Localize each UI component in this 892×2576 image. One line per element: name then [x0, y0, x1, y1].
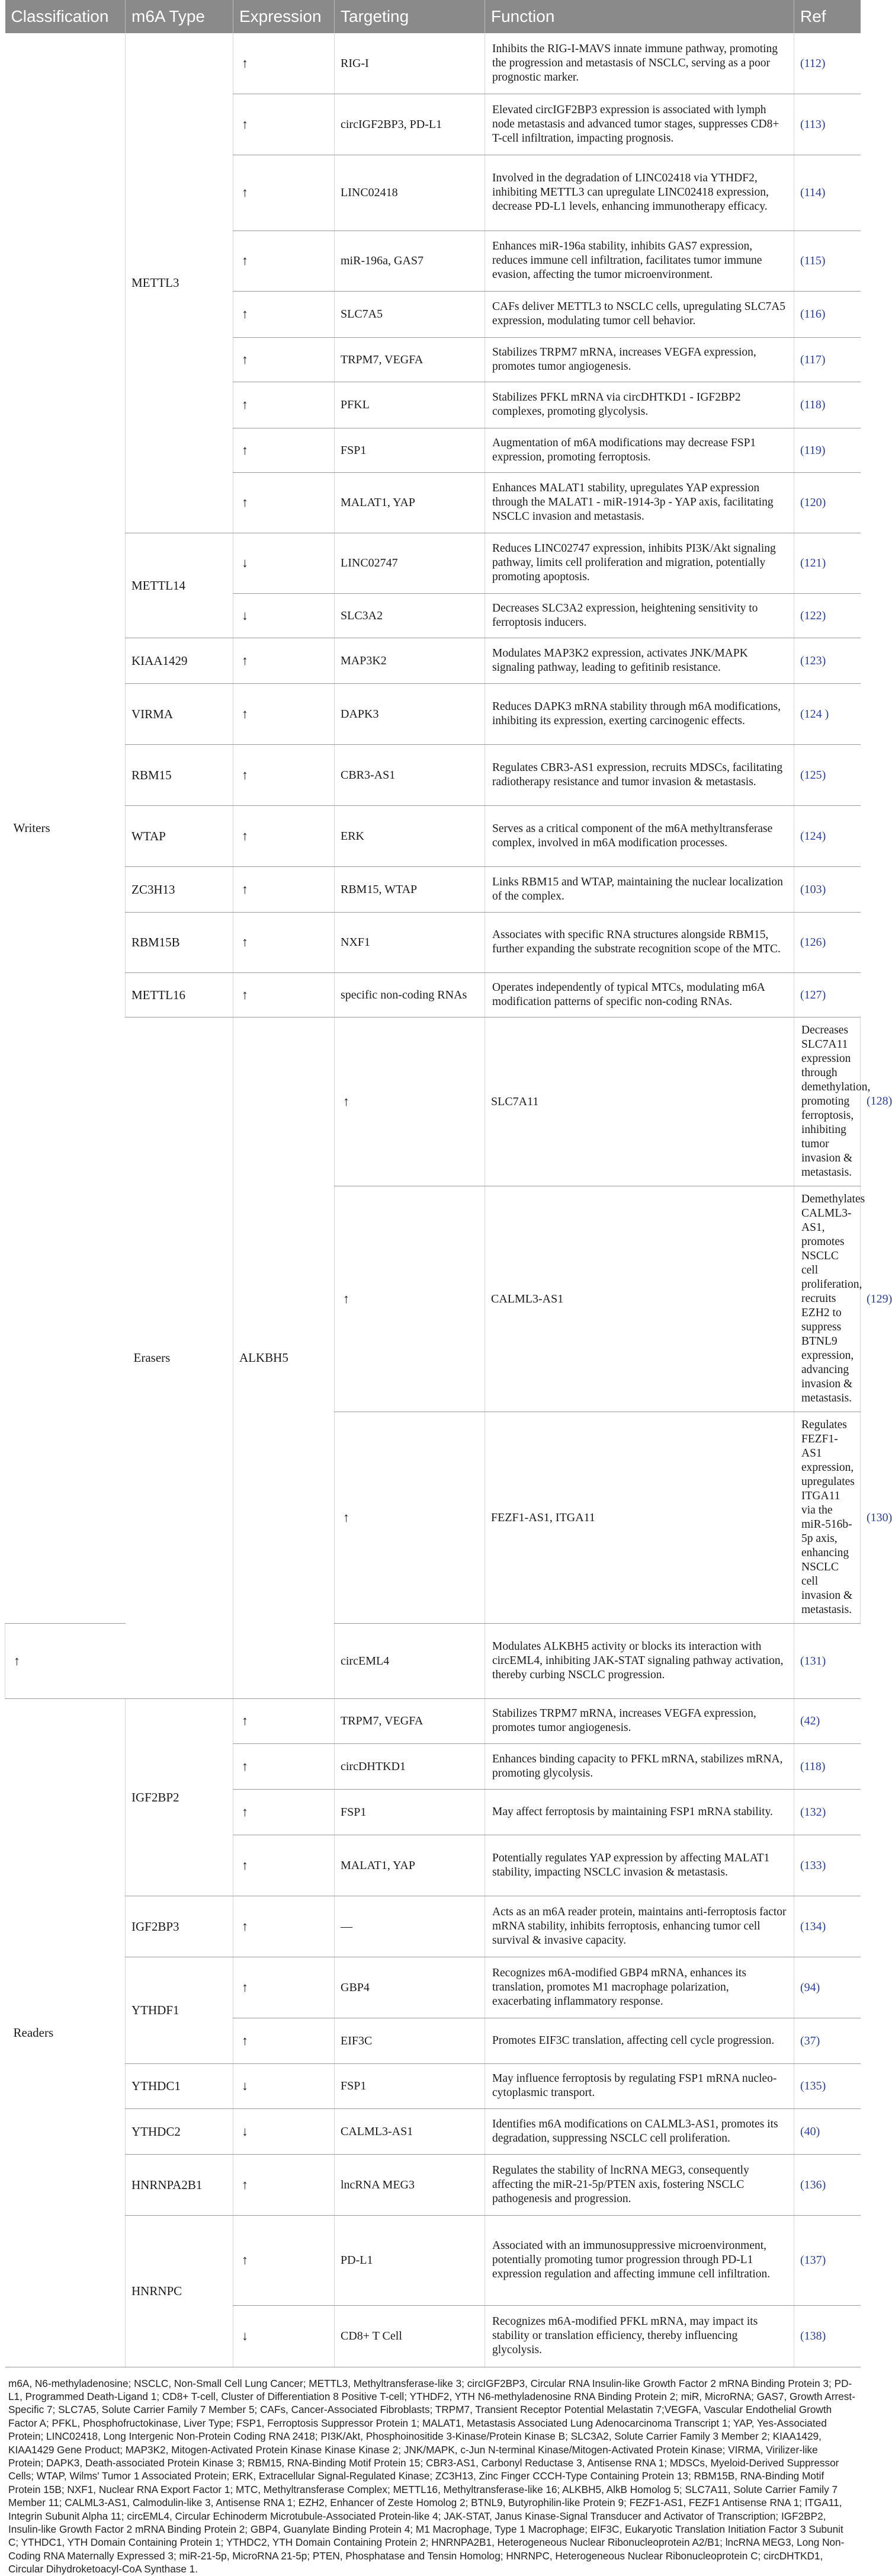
ref-cell: (137) — [794, 2215, 861, 2305]
expression-cell: ↑ — [233, 805, 335, 866]
header-function: Function — [485, 0, 794, 33]
table-row — [5, 33, 861, 94]
ref-cell: (119) — [794, 428, 861, 472]
table-row — [5, 2063, 861, 2108]
targeting-cell: MALAT1, YAP — [335, 472, 485, 533]
m6a-type-cell: KIAA1429 — [126, 638, 233, 683]
targeting-cell: RBM15, WTAP — [335, 866, 485, 912]
classification-cell: Writers — [5, 33, 126, 1623]
m6a-type-cell: RBM15 — [126, 744, 233, 805]
targeting-cell: SLC7A11 — [485, 1017, 794, 1186]
function-cell: Reduces DAPK3 mRNA stability through m6A modifications, inhibiting its expression, exerting carcinogenic effects. — [485, 683, 794, 744]
function-cell: Potentially regulates YAP expression by affecting MALAT1 stability, impacting NSCLC invasion & metastasis. — [485, 1835, 794, 1896]
expression-cell: ↓ — [233, 2305, 335, 2367]
targeting-cell: DAPK3 — [335, 683, 485, 744]
table-row — [5, 972, 861, 1017]
expression-cell: ↑ — [233, 472, 335, 533]
ref-cell: (103) — [794, 866, 861, 912]
targeting-cell: SLC3A2 — [335, 593, 485, 638]
targeting-cell: FSP1 — [335, 1789, 485, 1835]
table-row — [5, 912, 861, 972]
m6a-type-cell: RBM15B — [126, 912, 233, 972]
m6a-type-cell: ALKBH5 — [233, 1017, 335, 1698]
m6a-type-cell: METTL16 — [126, 972, 233, 1017]
classification-cell: Readers — [5, 1698, 126, 2367]
m6a-type-cell: IGF2BP3 — [126, 1896, 233, 1957]
targeting-cell: NXF1 — [335, 912, 485, 972]
expression-cell: ↑ — [233, 382, 335, 428]
expression-cell: ↑ — [233, 155, 335, 231]
ref-cell: (134) — [794, 1896, 861, 1957]
expression-cell: ↑ — [335, 1186, 485, 1412]
function-cell: Decreases SLC7A11 expression through demethylation, promoting ferroptosis, inhibiting tumor invasion & metastasis. — [794, 1017, 861, 1186]
ref-cell: (116) — [794, 291, 861, 337]
function-cell: Enhances binding capacity to PFKL mRNA, stabilizes mRNA, promoting glycolysis. — [485, 1743, 794, 1789]
table-body — [5, 33, 892, 2367]
expression-cell: ↑ — [233, 231, 335, 291]
m6a-type-cell: YTHDC1 — [126, 2063, 233, 2108]
function-cell: Identifies m6A modifications on CALML3-AS1, promotes its degradation, suppressing NSCLC cell proliferation. — [485, 2108, 794, 2154]
targeting-cell: CBR3-AS1 — [335, 744, 485, 805]
function-cell: CAFs deliver METTL3 to NSCLC cells, upregulating SLC7A5 expression, modulating tumor cell behavior. — [485, 291, 794, 337]
expression-cell: ↑ — [233, 866, 335, 912]
m6a-type-cell: HNRNPC — [126, 2215, 233, 2367]
table-row: ↑ FEZF1-AS1, ITGA11 Regulates FEZF1-AS1 expression, upregulates ITGA11 via the miR-516b-5p axis, enhancing NSCLC cell invasion & metastasis. (130) — [5, 1412, 861, 1623]
table-row — [5, 2154, 861, 2215]
ref-cell: (124) — [794, 805, 861, 866]
function-cell: Stabilizes TRPM7 mRNA, increases VEGFA expression, promotes tumor angiogenesis. — [485, 1698, 794, 1743]
function-cell: Enhances MALAT1 stability, upregulates YAP expression through the MALAT1 - miR-1914-3p - YAP axis, facilitating NSCLC invasion and metastasis. — [485, 472, 794, 533]
table-row: ↑ CALML3-AS1 Demethylates CALML3-AS1, promotes NSCLC cell proliferation, recruits EZH2 to suppress BTNL9 expression, advancing invasion & metastasis. (129) — [5, 1186, 861, 1412]
function-cell: Promotes EIF3C translation, affecting cell cycle progression. — [485, 2018, 794, 2063]
table-row — [5, 533, 861, 593]
ref-cell: (115) — [794, 231, 861, 291]
table-footnote: m6A, N6-methyladenosine; NSCLC, Non-Small Cell Lung Cancer; METTL3, Methyltransferase-like 3; circIGF2BP3, Circular RNA Insulin-like Growth Factor 2 mRNA Binding Protein 3; PD-L1, Programmed Death-Ligand 1; CD8+ T-cell, Cluster of Differentiation 8 Positive T-cell; YTHDF2, YTH N6-methyladenosine RNA Binding Protein 2; miR, MicroRNA; GAS7, Growth Arrest-Specific 7; SLC7A5, Solute Carrier Family 7 Member 5; CAFs, Cancer-Associated Fibroblasts; TRPM7, Transient Receptor Potential Melastatin 7;VEGFA, Vascular Endothelial Growth Factor A; PFKL, Phosphofructokinase, Liver Type; FSP1, Ferroptosis Suppressor Protein 1; MALAT1, Metastasis Associated Lung Adenocarcinoma Transcript 1; YAP, Yes-Associated Protein; LINC02418, Long Intergenic Non-Protein Coding RNA 2418; PI3K/Akt, Phosphoinositide 3-Kinase/Protein Kinase B; SLC3A2, Solute Carrier Family 3 Member 2; KIAA1429, KIAA1429 Gene Product; MAP3K2, Mitogen-Activated Protein Kinase Kinase Kinase 2; JNK/MAPK, c-Jun N-terminal Kinase/Mitogen-Activated Protein Kinase; VIRMA, Virilizer-like Protein; DAPK3, Death-associated Protein Kinase 3; RBM15, RNA-Binding Motif Protein 15; CBR3-AS1, Carbonyl Reductase 3, Antisense RNA 1; MDSCs, Myeloid-Derived Suppressor Cells; WTAP, Wilms' Tumor 1 Associated Protein; ERK, Extracellular Signal-Regulated Kinase; ZC3H13, Zinc Finger CCCH-Type Containing Protein 13; RBM15B, RNA-Binding Motif Protein 15B; NXF1, Nuclear RNA Export Factor 1; MTC, Methyltransferase Complex; METTL16, Methyltransferase-like 16; ALKBH5, AlkB Homolog 5; SLC7A11, Solute Carrier Family 7 Member 11; CALML3-AS1, Calmodulin-like 3, Antisense RNA 1; EZH2, Enhancer of Zeste Homolog 2; BTNL9, Butyrophilin-like Protein 9; FEZF1-AS1, FEZF1 Antisense RNA 1; ITGA11, Integrin Subunit Alpha 11; circEML4, Circular Echinoderm Microtubule-Associated Protein-like 4; JAK-STAT, Janus Kinase-Signal Transducer and Activator of Transcription; IGF2BP2, Insulin-like Growth Factor 2 mRNA Binding Protein 2; GBP4, Guanylate Binding Protein 4; M1 Macrophage, Type 1 Macrophage; EIF3C, Eukaryotic Translation Initiation Factor 3 Subunit C; YTHDC1, YTH Domain Containing Protein 1; YTHDC2, YTH Domain Containing Protein 2; HNRNPA2B1, Heterogeneous Nuclear Ribonucleoprotein A2/B1; lncRNA MEG3, Long Non-Coding RNA Maternally Expressed 3; miR-21-5p, MicroRNA 21-5p; PTEN, Phosphatase and Tensin Homolog; HNRNPC, Heterogeneous Nuclear Ribonucleoprotein C; circDHTKD1, Circular Dihydroketoacyl-CoA Synthase 1. — [8, 2377, 855, 2575]
header-classification: Classification — [5, 0, 126, 33]
expression-cell: ↑ — [233, 744, 335, 805]
ref-cell: (118) — [794, 1743, 861, 1789]
header-expression: Expression — [233, 0, 335, 33]
expression-cell: ↑ — [335, 1017, 485, 1186]
expression-cell: ↑ — [335, 1412, 485, 1623]
ref-cell: (121) — [794, 533, 861, 593]
function-cell: Elevated circIGF2BP3 expression is associated with lymph node metastasis and advanced tumor stages, suppresses CD8+ T-cell infiltration, impacting prognosis. — [485, 94, 794, 155]
function-cell: Decreases SLC3A2 expression, heightening sensitivity to ferroptosis inducers. — [485, 593, 794, 638]
classification-cell: Erasers — [126, 1017, 233, 1698]
table-row — [5, 805, 861, 866]
targeting-cell: CALML3-AS1 — [485, 1186, 794, 1412]
ref-cell: (138) — [794, 2305, 861, 2367]
expression-cell: ↑ — [233, 337, 335, 382]
ref-cell: (136) — [794, 2154, 861, 2215]
expression-cell: ↓ — [233, 533, 335, 593]
function-cell: Serves as a critical component of the m6A methyltransferase complex, involved in m6A modification processes. — [485, 805, 794, 866]
expression-cell: ↑ — [233, 33, 335, 94]
ref-cell: (122) — [794, 593, 861, 638]
function-cell: Augmentation of m6A modifications may decrease FSP1 expression, promoting ferroptosis. — [485, 428, 794, 472]
targeting-cell: CALML3-AS1 — [335, 2108, 485, 2154]
targeting-cell: PFKL — [335, 382, 485, 428]
targeting-cell: — — [335, 1896, 485, 1957]
ref-cell: (124 ) — [794, 683, 861, 744]
table-row — [5, 1698, 861, 1743]
function-cell: Associated with an immunosuppressive microenvironment, potentially promoting tumor progression through PD-L1 expression regulation and affecting immune cell infiltration. — [485, 2215, 794, 2305]
table-row — [5, 1957, 861, 2018]
function-cell: Acts as an m6A reader protein, maintains anti-ferroptosis factor mRNA stability, inhibits ferroptosis, enhancing tumor cell survival & invasive capacity. — [485, 1896, 794, 1957]
targeting-cell: TRPM7, VEGFA — [335, 337, 485, 382]
table-row — [5, 1896, 861, 1957]
ref-cell: (113) — [794, 94, 861, 155]
m6a-regulators-table — [5, 0, 892, 2367]
m6a-type-cell: METTL3 — [126, 33, 233, 533]
ref-cell: (117) — [794, 337, 861, 382]
expression-cell: ↑ — [233, 912, 335, 972]
ref-cell: (40) — [794, 2108, 861, 2154]
expression-cell: ↑ — [233, 1743, 335, 1789]
function-cell: Associates with specific RNA structures alongside RBM15, further expanding the substrate recognition scope of the MTC. — [485, 912, 794, 972]
targeting-cell: circDHTKD1 — [335, 1743, 485, 1789]
m6a-type-cell: HNRNPA2B1 — [126, 2154, 233, 2215]
expression-cell: ↑ — [5, 1623, 126, 1698]
function-cell: Modulates MAP3K2 expression, activates JNK/MAPK signaling pathway, leading to gefitinib resistance. — [485, 638, 794, 683]
ref-cell: (42) — [794, 1698, 861, 1743]
table-header-row — [5, 0, 861, 33]
expression-cell: ↓ — [233, 593, 335, 638]
targeting-cell: LINC02747 — [335, 533, 485, 593]
expression-cell: ↑ — [233, 2215, 335, 2305]
expression-cell: ↑ — [233, 94, 335, 155]
function-cell: Regulates the stability of lncRNA MEG3, consequently affecting the miR-21-5p/PTEN axis, fostering NSCLC pathogenesis and progression. — [485, 2154, 794, 2215]
m6a-type-cell: IGF2BP2 — [126, 1698, 233, 1896]
expression-cell: ↑ — [233, 638, 335, 683]
targeting-cell: MAP3K2 — [335, 638, 485, 683]
ref-cell: (94) — [794, 1957, 861, 2018]
table-row — [5, 683, 861, 744]
m6a-type-cell: METTL14 — [126, 533, 233, 638]
expression-cell: ↑ — [233, 428, 335, 472]
table-row — [5, 638, 861, 683]
targeting-cell: specific non-coding RNAs — [335, 972, 485, 1017]
targeting-cell: lncRNA MEG3 — [335, 2154, 485, 2215]
expression-cell: ↓ — [233, 2108, 335, 2154]
ref-cell: (125) — [794, 744, 861, 805]
expression-cell: ↑ — [233, 1698, 335, 1743]
table-row — [5, 866, 861, 912]
m6a-type-cell: ZC3H13 — [126, 866, 233, 912]
table-row — [5, 2108, 861, 2154]
ref-cell: (135) — [794, 2063, 861, 2108]
targeting-cell: circIGF2BP3, PD-L1 — [335, 94, 485, 155]
function-cell: Operates independently of typical MTCs, modulating m6A modification patterns of specific non-coding RNAs. — [485, 972, 794, 1017]
expression-cell: ↑ — [233, 972, 335, 1017]
function-cell: Recognizes m6A-modified PFKL mRNA, may impact its stability or translation efficiency, thereby influencing glycolysis. — [485, 2305, 794, 2367]
ref-cell: (127) — [794, 972, 861, 1017]
m6a-type-cell: VIRMA — [126, 683, 233, 744]
header-ref: Ref — [794, 0, 861, 33]
function-cell: Reduces LINC02747 expression, inhibits PI3K/Akt signaling pathway, limits cell proliferation and migration, potentially promoting apoptosis. — [485, 533, 794, 593]
function-cell: Recognizes m6A-modified GBP4 mRNA, enhances its translation, promotes M1 macrophage polarization, exacerbating inflammatory response. — [485, 1957, 794, 2018]
targeting-cell: PD-L1 — [335, 2215, 485, 2305]
targeting-cell: ERK — [335, 805, 485, 866]
function-cell: Links RBM15 and WTAP, maintaining the nuclear localization of the complex. — [485, 866, 794, 912]
targeting-cell: FSP1 — [335, 2063, 485, 2108]
expression-cell: ↑ — [233, 1789, 335, 1835]
function-cell: May affect ferroptosis by maintaining FSP1 mRNA stability. — [485, 1789, 794, 1835]
targeting-cell: CD8+ T Cell — [335, 2305, 485, 2367]
targeting-cell: LINC02418 — [335, 155, 485, 231]
targeting-cell: TRPM7, VEGFA — [335, 1698, 485, 1743]
function-cell: Enhances miR-196a stability, inhibits GAS7 expression, reduces immune cell infiltration, facilitates tumor immune evasion, affecting the tumor microenvironment. — [485, 231, 794, 291]
function-cell: Involved in the degradation of LINC02418 via YTHDF2, inhibiting METTL3 can upregulate LINC02418 expression, decrease PD-L1 levels, enhancing immunotherapy efficacy. — [485, 155, 794, 231]
targeting-cell: MALAT1, YAP — [335, 1835, 485, 1896]
ref-cell: (37) — [794, 2018, 861, 2063]
m6a-type-cell: YTHDF1 — [126, 1957, 233, 2063]
targeting-cell: EIF3C — [335, 2018, 485, 2063]
header-m6a-type: m6A Type — [126, 0, 233, 33]
ref-cell: (112) — [794, 33, 861, 94]
header-targeting: Targeting — [335, 0, 485, 33]
table-row — [5, 2215, 861, 2305]
targeting-cell: GBP4 — [335, 1957, 485, 2018]
ref-cell: (131) — [794, 1623, 861, 1698]
ref-cell: (118) — [794, 382, 861, 428]
ref-cell: (120) — [794, 472, 861, 533]
table-row: Erasers ALKBH5 ↑ SLC7A11 Decreases SLC7A11 expression through demethylation, promoting ferroptosis, inhibiting tumor invasion & metastasis. (128) — [5, 1017, 861, 1186]
m6a-type-cell: WTAP — [126, 805, 233, 866]
function-cell: Regulates CBR3-AS1 expression, recruits MDSCs, facilitating radiotherapy resistance and tumor invasion & metastasis. — [485, 744, 794, 805]
targeting-cell: FSP1 — [335, 428, 485, 472]
ref-cell: (123) — [794, 638, 861, 683]
targeting-cell: RIG-I — [335, 33, 485, 94]
table-row — [5, 744, 861, 805]
expression-cell: ↑ — [233, 291, 335, 337]
ref-cell: (114) — [794, 155, 861, 231]
function-cell: May influence ferroptosis by regulating FSP1 mRNA nucleo-cytoplasmic transport. — [485, 2063, 794, 2108]
expression-cell: ↑ — [233, 683, 335, 744]
targeting-cell: FEZF1-AS1, ITGA11 — [485, 1412, 794, 1623]
function-cell: Demethylates CALML3-AS1, promotes NSCLC cell proliferation, recruits EZH2 to suppress BTNL9 expression, advancing invasion & metastasis. — [794, 1186, 861, 1412]
m6a-type-cell: YTHDC2 — [126, 2108, 233, 2154]
expression-cell: ↓ — [233, 2063, 335, 2108]
ref-cell: (126) — [794, 912, 861, 972]
targeting-cell: miR-196a, GAS7 — [335, 231, 485, 291]
function-cell: Stabilizes TRPM7 mRNA, increases VEGFA expression, promotes tumor angiogenesis. — [485, 337, 794, 382]
ref-cell: (132) — [794, 1789, 861, 1835]
function-cell: Stabilizes PFKL mRNA via circDHTKD1 - IGF2BP2 complexes, promoting glycolysis. — [485, 382, 794, 428]
targeting-cell: SLC7A5 — [335, 291, 485, 337]
ref-cell: (133) — [794, 1835, 861, 1896]
expression-cell: ↑ — [233, 2018, 335, 2063]
function-cell: Inhibits the RIG-I-MAVS innate immune pathway, promoting the progression and metastasis of NSCLC, serving as a poor prognostic marker. — [485, 33, 794, 94]
expression-cell: ↑ — [233, 1896, 335, 1957]
expression-cell: ↑ — [233, 1835, 335, 1896]
expression-cell: ↑ — [233, 1957, 335, 2018]
expression-cell: ↑ — [233, 2154, 335, 2215]
targeting-cell: circEML4 — [335, 1623, 485, 1698]
function-cell: Regulates FEZF1-AS1 expression, upregulates ITGA11 via the miR-516b-5p axis, enhancing NSCLC cell invasion & metastasis. — [794, 1412, 861, 1623]
function-cell: Modulates ALKBH5 activity or blocks its interaction with circEML4, inhibiting JAK-STAT signaling pathway activation, thereby curbing NSCLC progression. — [485, 1623, 794, 1698]
